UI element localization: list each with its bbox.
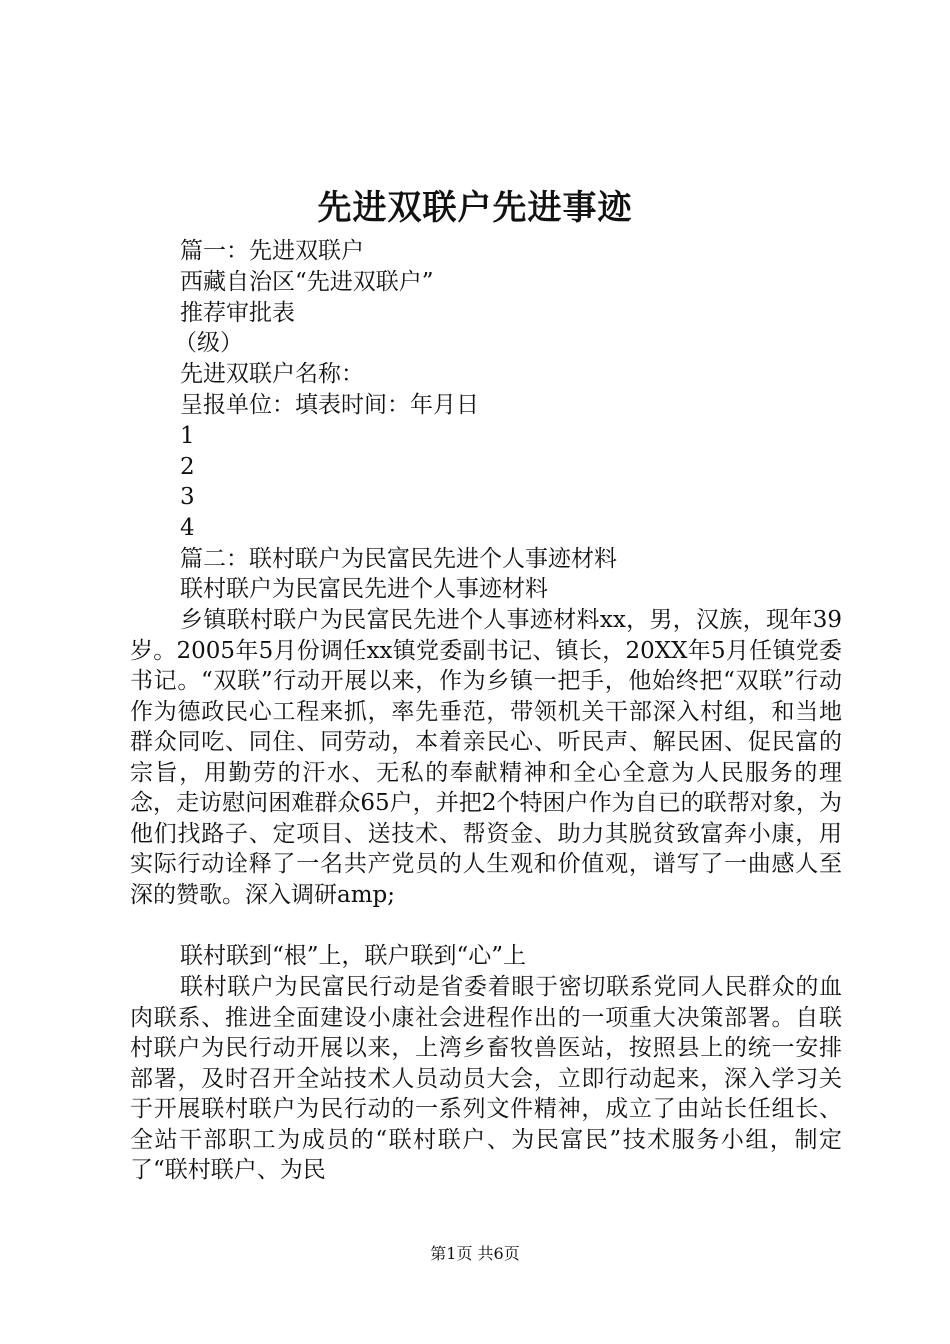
- page-number-footer: 第1页 共6页: [430, 1244, 520, 1263]
- body-paragraph-2: 联村联户为民富民行动是省委着眼于密切联系党同人民群众的血肉联系、推进全面建设小康社会进程作出的一项重大决策部署。自联村联户为民行动开展以来，上湾乡畜牧兽医站，按照县上的统一安排部署，及时召开全站技术人员动员大会，立即行动起来，深入学习关于开展联村联户为民行动的一系列文件精神，成立了由站长任组长、全站干部职工为成员的“联村联户、为民富民”技术服务小组，制定了“联村联户、为民: [130, 974, 842, 1183]
- list-number: 1: [180, 423, 195, 449]
- section-heading-2: 篇二：联村联户为民富民先进个人事迹材料: [180, 546, 617, 572]
- document-title: 先进双联户先进事迹: [317, 188, 633, 228]
- list-number: 4: [180, 515, 195, 541]
- list-number: 3: [180, 484, 195, 510]
- list-number: 2: [180, 454, 195, 480]
- subheading: 联村联到“根”上，联户联到“心”上: [180, 943, 527, 969]
- form-title-line: 西藏自治区“先进双联户”: [180, 269, 434, 295]
- section-heading-1: 篇一：先进双联户: [180, 238, 364, 264]
- form-name-field-label: 先进双联户名称：: [180, 361, 364, 387]
- form-subtitle-line: 推荐审批表: [180, 300, 295, 326]
- form-level-line: （级）: [174, 330, 243, 356]
- body-paragraph-1: 乡镇联村联户为民富民先进个人事迹材料xx，男，汉族，现年39岁。2005年5月份调任xx镇党委副书记、镇长，20XX年5月任镇党委书记。“双联”行动开展以来，作为乡镇一把手，他始终把“双联”行动作为德政民心工程来抓，率先垂范，带领机关干部深入村组，和当地群众同吃、同住、同劳动，本着亲民心、听民声、解民困、促民富的宗旨，用勤劳的汗水、无私的奉献精神和全心全意为人民服务的理念，走访慰问困难群众65户，并把2个特困户作为自已的联帮对象，为他们找路子、定项目、送技术、帮资金、助力其脱贫致富奔小康，用实际行动诠释了一名共产党员的人生观和价值观，谱写了一曲感人至深的赞歌。深入调研amp;: [130, 607, 842, 908]
- form-unit-date-label: 呈报单位：填表时间：年月日: [180, 392, 479, 418]
- article-title: 联村联户为民富民先进个人事迹材料: [180, 576, 548, 602]
